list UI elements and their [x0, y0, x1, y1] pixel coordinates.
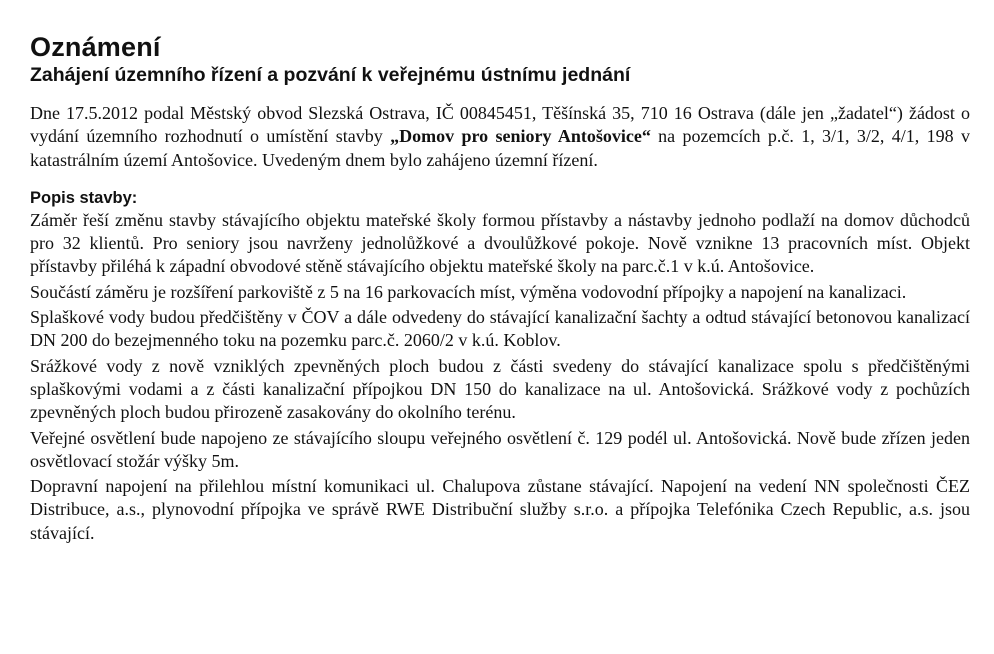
description-paragraph: Splaškové vody budou předčištěny v ČOV a dále odvedeny do stávající kanalizační šachty a odtud stávající betonovou kanalizací DN 200 do bezejmenného toku na pozemku parc.č. 2060/2 v k.ú. Koblov.	[30, 307, 970, 351]
description-paragraph: Dopravní napojení na přilehlou místní komunikaci ul. Chalupova zůstane stávající. Napojení na vedení NN společnosti ČEZ Distribuce, a.s., plynovodní přípojka ve správě RWE Distribuční služby s.r.o. a přípojka Telefónika Czech Republic, a.s. jsou stávající.	[30, 476, 970, 543]
intro-text-after: na pozemcích p.č. 1, 3/1, 3/2, 4/1, 198 v katastrálním území Antošovice. Uvedeným dnem bylo zahájeno územní řízení.	[30, 126, 970, 170]
project-name: „Domov pro seniory Antošovice“	[390, 126, 651, 147]
intro-paragraph	[30, 102, 970, 172]
description-paragraph: Veřejné osvětlení bude napojeno ze stávajícího sloupu veřejného osvětlení č. 129 podél ul. Antošovická. Nově bude zřízen jeden osvětlovací stožár výšky 5m.	[30, 427, 970, 471]
document-title: Oznámení	[30, 32, 161, 62]
document-subtitle: Zahájení územního řízení a pozvání k veřejnému ústnímu jednání	[30, 64, 631, 86]
intro-text-before: Dne 17.5.2012 podal Městský obvod Slezská Ostrava, IČ 00845451, Těšínská 35, 710 16 Ostrava (dále jen „žadatel“) žádost o vydání územního rozhodnutí o umístění stavby	[30, 103, 970, 147]
document-page	[30, 32, 970, 545]
description-paragraph: Záměr řeší změnu stavby stávajícího objektu mateřské školy formou přístavby a nástavby jednoho podlaží na domov důchodců pro 32 klientů. Pro seniory jsou navrženy jednolůžkové a dvoulůžkové pokoje. Nově vznikne 13 pracovních míst. Objekt přístavby přiléhá k západní obvodové stěně stávajícího objektu mateřské školy na parc.č.1 v k.ú. Antošovice.	[30, 209, 970, 277]
description-paragraph: Součástí záměru je rozšíření parkoviště z 5 na 16 parkovacích míst, výměna vodovodní přípojky a napojení na kanalizaci.	[30, 281, 907, 302]
section-heading-popis-stavby: Popis stavby:	[30, 188, 138, 207]
description-paragraph: Srážkové vody z nově vzniklých zpevněných ploch budou z části svedeny do stávající kanalizace spolu s předčištěnými splaškovými vodami a z části kanalizační přípojkou DN 150 do kanalizace na ul. Antošovická. Srážkové vody z pochůzích zpevněných ploch budou přirozeně zasakovány do okolního terénu.	[30, 355, 970, 423]
